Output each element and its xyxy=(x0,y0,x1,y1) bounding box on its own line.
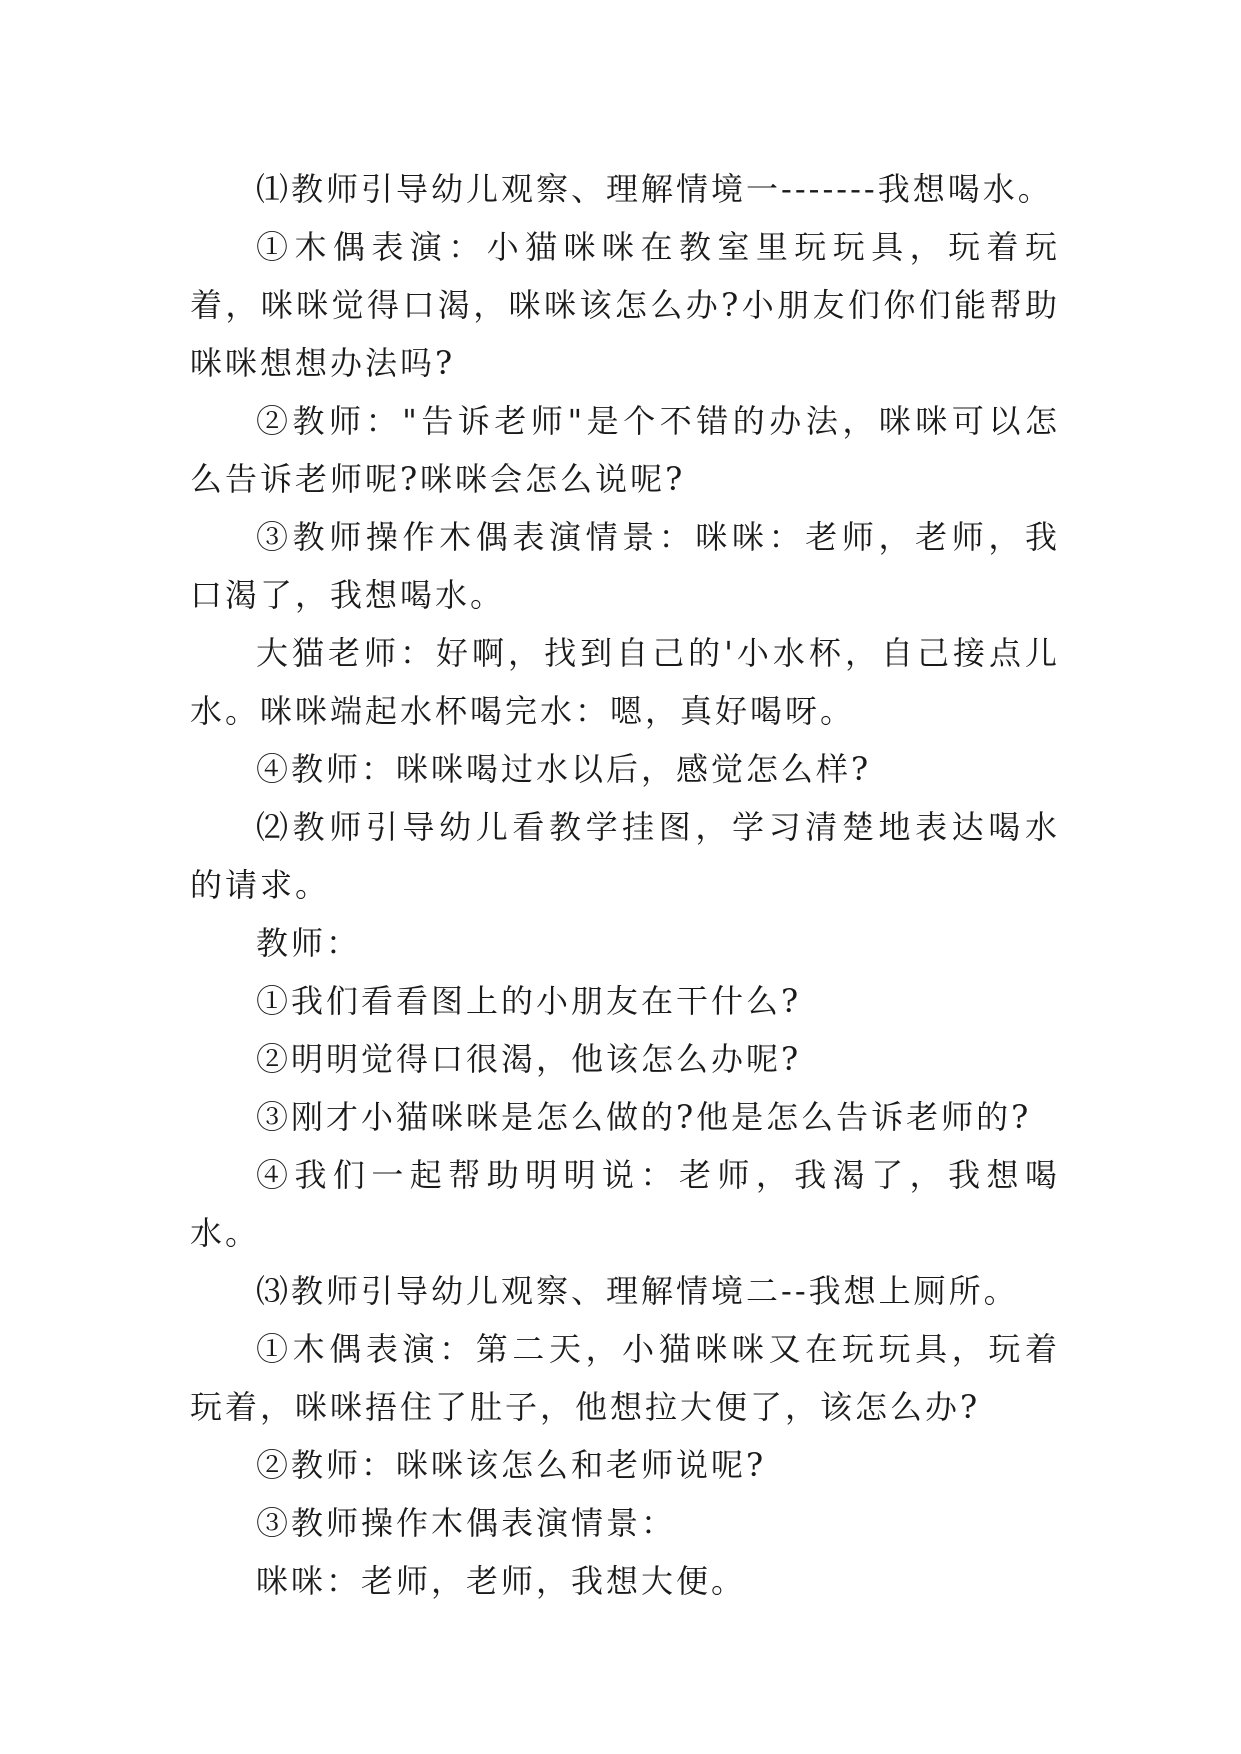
paragraph-how-to-tell: ②教师：咪咪该怎么和老师说呢? xyxy=(256,1446,767,1484)
paragraph-tell-teacher: ②教师："告诉老师"是个不错的办法，咪咪可以怎么告诉老师呢?咪咪会怎么说呢? xyxy=(190,402,1060,498)
paragraph-mimi-dialogue: 咪咪：老师，老师，我想大便。 xyxy=(256,1562,747,1600)
paragraph-puppet-show-toilet: ①木偶表演：第二天，小猫咪咪又在玩玩具，玩着玩着，咪咪捂住了肚子，他想拉大便了，该怎么办? xyxy=(190,1330,1060,1426)
paragraph-puppet-dialogue-water: ③教师操作木偶表演情景：咪咪：老师，老师，我口渴了，我想喝水。 xyxy=(190,518,1060,614)
paragraph-question-three: ③刚才小猫咪咪是怎么做的?他是怎么告诉老师的? xyxy=(256,1098,1032,1136)
paragraph-after-drinking: ④教师：咪咪喝过水以后，感觉怎么样? xyxy=(256,750,872,788)
paragraph-puppet-scene-label: ③教师操作木偶表演情景： xyxy=(256,1504,677,1542)
paragraph-teacher-label: 教师： xyxy=(256,924,362,962)
paragraph-scene-one-heading: ⑴教师引导幼儿观察、理解情境一-------我想喝水。 xyxy=(256,170,1053,208)
paragraph-puppet-show-thirsty: ①木偶表演：小猫咪咪在教室里玩玩具，玩着玩着，咪咪觉得口渴，咪咪该怎么办?小朋友们你们能帮助咪咪想想办法吗? xyxy=(190,228,1060,382)
paragraph-scene-two-heading: ⑶教师引导幼儿观察、理解情境二--我想上厕所。 xyxy=(256,1272,1019,1310)
paragraph-question-two: ②明明觉得口很渴，他该怎么办呢? xyxy=(256,1040,802,1078)
paragraph-question-one: ①我们看看图上的小朋友在干什么? xyxy=(256,982,802,1020)
paragraph-question-four: ④我们一起帮助明明说：老师，我渴了，我想喝水。 xyxy=(190,1156,1060,1252)
document-body xyxy=(190,160,1060,1610)
paragraph-wall-chart-heading: ⑵教师引导幼儿看教学挂图，学习清楚地表达喝水的请求。 xyxy=(190,808,1060,904)
paragraph-big-cat-teacher: 大猫老师：好啊，找到自己的'小水杯，自己接点儿水。咪咪端起水杯喝完水：嗯，真好喝呀。 xyxy=(190,634,1060,730)
